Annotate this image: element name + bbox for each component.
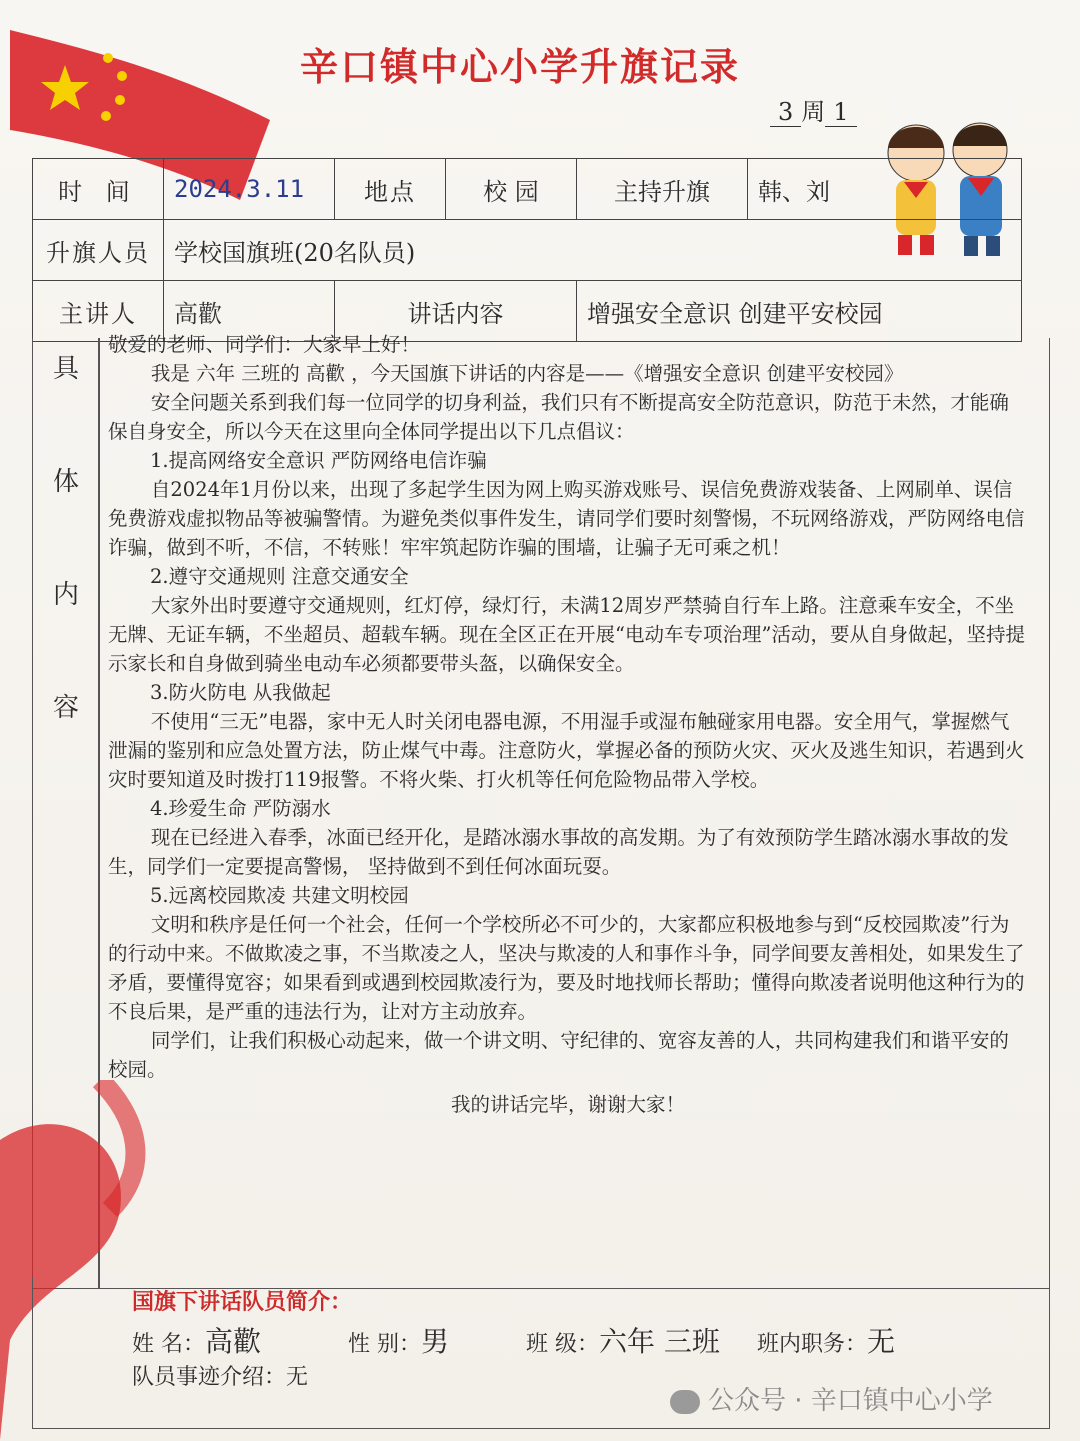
info-row-raisers xyxy=(33,220,1022,281)
wechat-icon xyxy=(670,1390,700,1414)
speaker-value: 高歡 xyxy=(164,281,335,342)
time-label: 时 间 xyxy=(33,159,164,220)
speech-paragraph: 1.提高网络安全意识 严防网络电信诈骗 xyxy=(150,449,487,472)
speech-paragraph: 不使用“三无”电器，家中无人时关闭电器电源，不用湿手或湿布触碰家用电器。安全用气，掌握燃气泄漏的鉴别和应急处置方法，防止煤气中毒。注意防火，掌握必备的预防火灾、灭火及逃生知识，若遇到火灾时要知道及时拨打119报警。不将火柴、打火机等任何危险物品带入学校。 xyxy=(108,710,1025,791)
host-value: 韩、刘 xyxy=(748,159,1022,220)
duty-label: 班内职务： xyxy=(756,1332,867,1357)
speech-paragraph: 安全问题关系到我们每一位同学的切身利益，我们只有不断提高安全防范意识，防范于未然，才能确保自身安全，所以今天在这里向全体同学提出以下几点倡议： xyxy=(108,391,1009,443)
deeds-value: 无 xyxy=(286,1365,309,1390)
week-label: 周 xyxy=(801,98,826,126)
speech-paragraph: 2.遵守交通规则 注意交通安全 xyxy=(150,565,409,588)
side-char: 内 xyxy=(52,580,79,610)
deeds-row xyxy=(132,1360,308,1391)
speaker-label: 主讲人 xyxy=(33,281,164,342)
content-side-label xyxy=(36,338,96,790)
deeds-label: 队员事迹介绍： xyxy=(132,1365,287,1390)
week-line xyxy=(770,92,857,127)
place-value: 校 园 xyxy=(446,159,577,220)
name-label: 姓 名： xyxy=(132,1332,205,1357)
name-value: 高歡 xyxy=(205,1325,262,1358)
speech-paragraph: 我是 六年 三班的 高歡 ，今天国旗下讲话的内容是——《增强安全意识 创建平安校园》 xyxy=(150,362,904,385)
gender-value: 男 xyxy=(421,1325,450,1358)
watermark xyxy=(670,1380,993,1417)
place-label: 地点 xyxy=(335,159,446,220)
speech-paragraph: 敬爱的老师、同学们：大家早上好！ xyxy=(108,333,421,356)
gender-label: 性 别： xyxy=(348,1332,422,1357)
raisers-value: 学校国旗班(20名队员) xyxy=(164,220,1022,281)
speech-paragraph: 4.珍爱生命 严防溺水 xyxy=(150,797,331,820)
time-value: 2024.3.11 xyxy=(164,159,335,220)
raisers-label: 升旗人员 xyxy=(33,220,164,281)
week-count: 1 xyxy=(825,98,856,127)
week-number: 3 xyxy=(770,98,801,127)
speech-paragraph: 我的讲话完毕，谢谢大家！ xyxy=(450,1093,685,1116)
class-value: 六年 三班 xyxy=(599,1325,720,1358)
side-char: 具 xyxy=(52,354,79,384)
speech-paragraph: 5.远离校园欺凌 共建文明校园 xyxy=(150,884,409,907)
speech-paragraph: 3.防火防电 从我做起 xyxy=(150,681,331,704)
info-row-time xyxy=(33,159,1022,220)
watermark-text: 公众号 · 辛口镇中心小学 xyxy=(708,1386,993,1416)
host-label: 主持升旗 xyxy=(577,159,748,220)
speech-paragraph: 同学们，让我们积极心动起来，做一个讲文明、守纪律的、宽容友善的人，共同构建我们和谐平安的校园。 xyxy=(108,1029,1009,1081)
speech-text xyxy=(108,330,1028,1119)
topic-value: 增强安全意识 创建平安校园 xyxy=(577,281,1022,342)
speech-paragraph: 大家外出时要遵守交通规则，红灯停，绿灯行，未满12周岁严禁骑自行车上路。注意乘车安全，不坐无牌、无证车辆，不坐超员、超载车辆。现在全区正在开展“电动车专项治理”活动，要从自身做起，坚持提示家长和自身做到骑坐电动车必须都要带头盔，以确保安全。 xyxy=(108,594,1025,675)
info-table xyxy=(32,158,1022,342)
side-char: 体 xyxy=(52,467,79,497)
class-label: 班 级： xyxy=(526,1332,600,1357)
side-char: 容 xyxy=(52,693,79,723)
speech-paragraph: 自2024年1月份以来，出现了多起学生因为网上购买游戏账号、误信免费游戏装备、上网刷单、误信免费游戏虚拟物品等被骗警情。为避免类似事件发生，请同学们要时刻警惕，不玩网络游戏，严防网络电信诈骗，做到不听，不信，不转账！牢牢筑起防诈骗的围墙，让骗子无可乘之机！ xyxy=(108,478,1025,559)
intro-row xyxy=(132,1320,895,1360)
topic-label: 讲话内容 xyxy=(335,281,577,342)
speech-paragraph: 现在已经进入春季，冰面已经开化，是踏冰溺水事故的高发期。为了有效预防学生踏冰溺水事故的发生，同学们一定要提高警惕， 坚持做到不到任何冰面玩耍。 xyxy=(108,826,1009,878)
page-title: 辛口镇中心小学升旗记录 xyxy=(300,45,741,89)
duty-value: 无 xyxy=(866,1325,895,1358)
intro-title: 国旗下讲话队员简介： xyxy=(132,1290,353,1315)
speech-paragraph: 文明和秩序是任何一个社会，任何一个学校所必不可少的，大家都应积极地参与到“反校园欺凌”行为的行动中来。不做欺凌之事，不当欺凌之人，坚决与欺凌的人和事作斗争，同学间要友善相处，如果发生了矛盾，要懂得宽容；如果看到或遇到校园欺凌行为，要及时地找师长帮助；懂得向欺凌者说明他这种行为的不良后果，是严重的违法行为，让对方主动放弃。 xyxy=(108,913,1025,1023)
